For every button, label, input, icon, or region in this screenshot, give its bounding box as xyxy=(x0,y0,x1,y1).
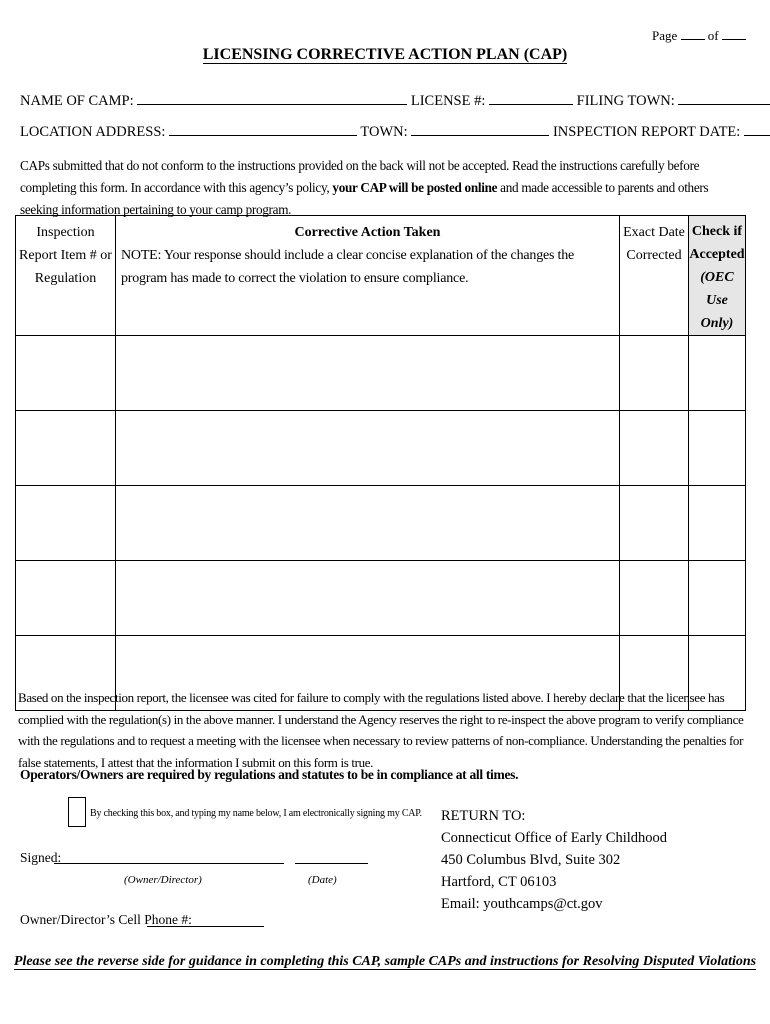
col-date-corrected-header: Exact Date Corrected xyxy=(620,216,689,336)
form-title-text: LICENSING CORRECTIVE ACTION PLAN (CAP) xyxy=(202,46,568,63)
return-to-street: 450 Columbus Blvd, Suite 302 xyxy=(441,852,621,868)
inspection-report-date-field[interactable] xyxy=(744,123,770,136)
corrective-action-title: Corrective Action Taken xyxy=(294,225,441,240)
check-accepted-cell xyxy=(689,561,746,636)
intro-text-end: and made accessible to parents and others seeking information pertaining to your camp program. xyxy=(20,180,709,217)
date-corrected-cell[interactable] xyxy=(620,336,689,411)
return-to-city: Hartford, CT 06103 xyxy=(441,874,557,890)
date-corrected-cell[interactable] xyxy=(620,561,689,636)
intro-bold-text: your CAP will be posted online xyxy=(332,180,498,195)
corrective-action-cell[interactable] xyxy=(116,411,620,486)
return-to-label: RETURN TO: xyxy=(441,808,526,824)
corrective-action-cell[interactable] xyxy=(116,486,620,561)
return-to-address xyxy=(441,805,667,915)
page-label: Page xyxy=(652,28,678,43)
page-total-field[interactable] xyxy=(722,28,746,40)
location-address-field[interactable] xyxy=(169,123,357,136)
col-check-accepted-header xyxy=(689,216,746,336)
col-inspection-item-header: Inspection Report Item # or Regulation xyxy=(16,216,116,336)
reverse-side-note-text: Please see the reverse side for guidance in completing this CAP, sample CAPs and instructions for Resolving Disputed Violations xyxy=(13,954,757,969)
owner-director-label: (Owner/Director) xyxy=(124,874,202,886)
camp-info-row xyxy=(20,92,770,110)
of-label: of xyxy=(707,28,719,43)
cell-phone-field[interactable] xyxy=(147,926,264,927)
signed-label: Signed: xyxy=(20,850,62,865)
col-corrective-action-header xyxy=(116,216,620,336)
declaration-paragraph: Based on the inspection report, the licensee was cited for failure to comply with the regulations listed above. I hereby declare that the licensee has complied with the regulation(s) in the above manner. I understand the Agency reserves the right to re-inspect the above program to verify compliance with the regulations and to request a meeting with the licensee when necessary to review patterns of non-compliance. Understanding the penalties for false statements, I attest that the information I submit on this form is true. xyxy=(18,690,744,770)
regulation-cell[interactable] xyxy=(16,486,116,561)
name-of-camp-label: NAME OF CAMP: xyxy=(20,93,134,109)
page-number xyxy=(652,28,746,44)
return-to-email: Email: youthcamps@ct.gov xyxy=(441,896,603,912)
form-title xyxy=(0,46,770,64)
date-corrected-cell[interactable] xyxy=(620,411,689,486)
check-accepted-cell xyxy=(689,486,746,561)
filing-town-field[interactable] xyxy=(678,92,770,105)
corrective-action-table xyxy=(15,215,746,711)
cell-phone-label: Owner/Director’s Cell Phone #: xyxy=(20,912,192,927)
table-header-row xyxy=(16,216,746,336)
oec-use-only-label: (OEC Use Only) xyxy=(700,270,734,331)
location-row xyxy=(20,123,770,141)
date-label: (Date) xyxy=(308,874,337,886)
location-address-label: LOCATION ADDRESS: xyxy=(20,124,166,140)
corrective-action-cell[interactable] xyxy=(116,561,620,636)
date-corrected-cell[interactable] xyxy=(620,486,689,561)
table-row xyxy=(16,411,746,486)
signature-date-field[interactable] xyxy=(295,863,368,864)
reverse-side-note xyxy=(0,954,770,970)
operators-notice: Operators/Owners are required by regulations and statutes to be in compliance at all times. xyxy=(20,767,519,782)
table-row xyxy=(16,486,746,561)
corrective-action-cell[interactable] xyxy=(116,336,620,411)
license-label: LICENSE #: xyxy=(410,93,486,109)
name-of-camp-field[interactable] xyxy=(137,92,407,105)
check-accepted-cell xyxy=(689,336,746,411)
filing-town-label: FILING TOWN: xyxy=(576,93,675,109)
check-accepted-cell xyxy=(689,411,746,486)
inspection-report-date-label: INSPECTION REPORT DATE: xyxy=(552,124,741,140)
corrective-action-note: NOTE: Your response should include a clear concise explanation of the changes the program has made to correct the violation to ensure compliance. xyxy=(121,248,575,286)
regulation-cell[interactable] xyxy=(16,411,116,486)
electronic-signature-text: By checking this box, and typing my name below, I am electronically signing my CAP. xyxy=(90,808,422,819)
table-row xyxy=(16,336,746,411)
return-to-org: Connecticut Office of Early Childhood xyxy=(441,830,668,846)
regulation-cell[interactable] xyxy=(16,561,116,636)
town-label: TOWN: xyxy=(360,124,408,140)
intro-text: CAPs submitted that do not conform to the instructions provided on the back will not be accepted. Read the instructions carefully before completing this form. In accordance with this agency’s policy, xyxy=(20,158,700,195)
page-number-field[interactable] xyxy=(681,28,705,40)
electronic-signature-checkbox[interactable] xyxy=(68,797,86,827)
signature-field[interactable] xyxy=(54,863,284,864)
license-field[interactable] xyxy=(489,92,573,105)
table-row xyxy=(16,561,746,636)
town-field[interactable] xyxy=(411,123,549,136)
regulation-cell[interactable] xyxy=(16,336,116,411)
check-accepted-label: Check if Accepted xyxy=(689,224,745,262)
instructions-paragraph xyxy=(20,155,748,221)
